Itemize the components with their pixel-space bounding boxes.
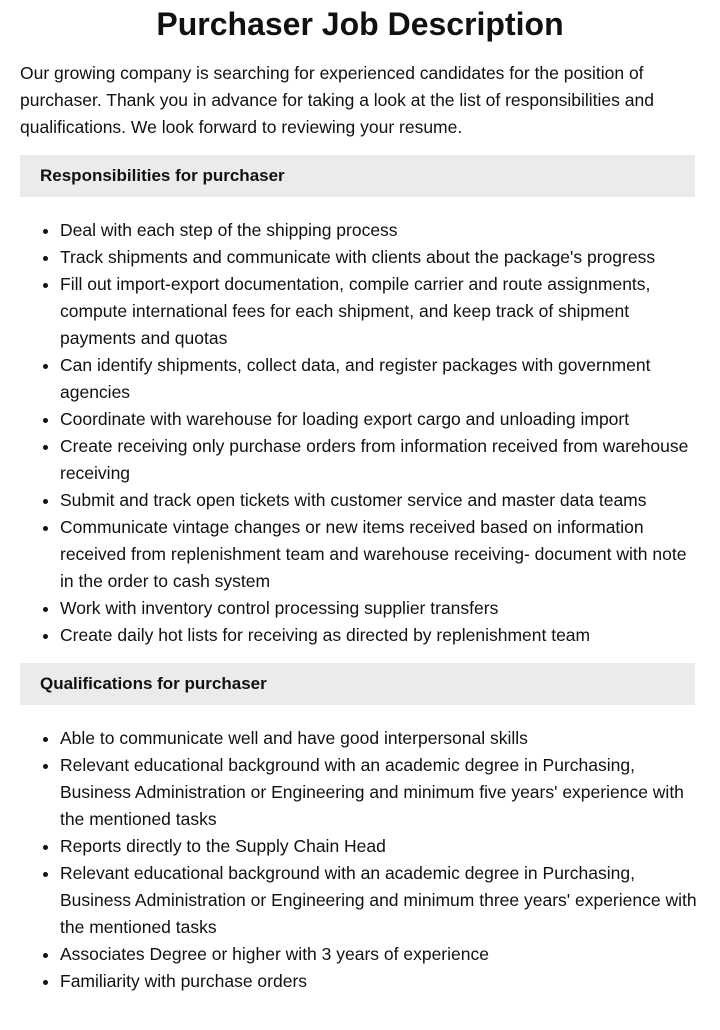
list-item: • Communicate vintage changes or new items received based on information received from replenishment team and warehouse receiving- document with note in the order to cash system	[60, 514, 700, 595]
list-item: • Submit and track open tickets with customer service and master data teams	[60, 487, 700, 514]
list-item: • Relevant educational background with an academic degree in Purchasing, Business Administration or Engineering and minimum three years' experience with the mentioned tasks	[60, 860, 700, 941]
intro-paragraph: Our growing company is searching for experienced candidates for the position of purchaser. Thank you in advance for taking a look at the list of responsibilities and qualifications. We look forward to reviewing your resume.	[20, 63, 654, 137]
responsibilities-list	[20, 217, 700, 649]
list-item: • Create receiving only purchase orders from information received from warehouse receiving	[60, 433, 700, 487]
list-item: • Can identify shipments, collect data, and register packages with government agencies	[60, 352, 700, 406]
list-item: • Associates Degree or higher with 3 years of experience	[60, 941, 700, 968]
list-item: • Work with inventory control processing supplier transfers	[60, 595, 700, 622]
qualifications-list	[20, 725, 700, 995]
list-item: • Track shipments and communicate with clients about the package's progress	[60, 244, 700, 271]
qualifications-heading: Qualifications for purchaser	[20, 663, 695, 705]
page-title: Purchaser Job Description	[156, 6, 564, 42]
list-item: • Coordinate with warehouse for loading export cargo and unloading import	[60, 406, 700, 433]
responsibilities-heading: Responsibilities for purchaser	[20, 155, 695, 197]
list-item: • Reports directly to the Supply Chain Head	[60, 833, 700, 860]
list-item: • Relevant educational background with an academic degree in Purchasing, Business Administration or Engineering and minimum five years' experience with the mentioned tasks	[60, 752, 700, 833]
list-item: • Able to communicate well and have good interpersonal skills	[60, 725, 700, 752]
list-item: • Fill out import-export documentation, compile carrier and route assignments, compute international fees for each shipment, and keep track of shipment payments and quotas	[60, 271, 700, 352]
list-item: • Deal with each step of the shipping process	[60, 217, 700, 244]
list-item: • Create daily hot lists for receiving as directed by replenishment team	[60, 622, 700, 649]
list-item: • Familiarity with purchase orders	[60, 968, 700, 995]
